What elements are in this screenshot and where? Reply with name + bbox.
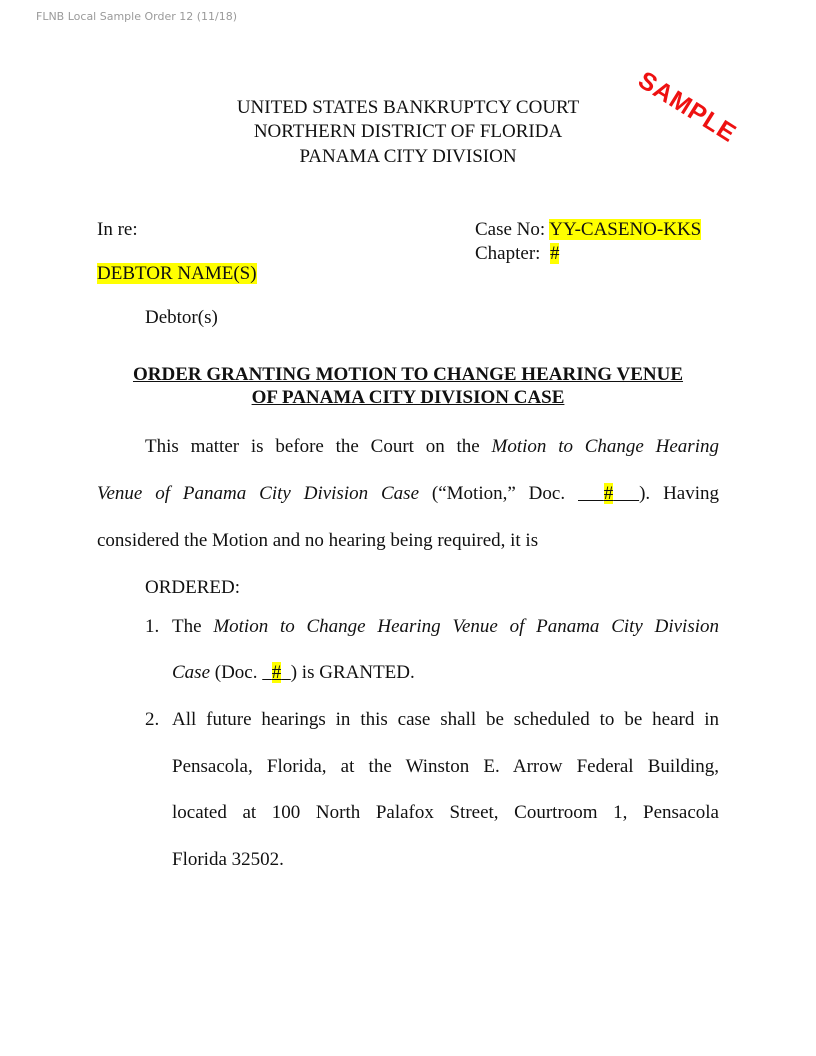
item-1-line-1 [172, 615, 719, 639]
motion-title: Case [172, 662, 210, 683]
doc-number-value: # [271, 662, 282, 683]
body-line-2 [97, 482, 719, 506]
chapter-value: # [549, 243, 560, 264]
text: ) is GRANTED. [290, 662, 415, 683]
text: (“Motion,” Doc. [419, 483, 578, 504]
in-re-label: In re: [97, 219, 138, 240]
order-title-line2: OF PANAMA CITY DIVISION CASE [251, 387, 565, 408]
text: (Doc. [210, 662, 263, 683]
doc-number [262, 662, 291, 683]
text: ). Having [639, 483, 719, 504]
doc-number-value: # [603, 483, 614, 504]
item-2-line-1: All future hearings in this case shall be scheduled to be heard in [172, 709, 719, 730]
debtor-label: Debtor(s) [145, 307, 218, 328]
chapter-label: Chapter: [475, 243, 541, 264]
debtor-name: DEBTOR NAME(S) [97, 263, 257, 284]
body-line-1 [145, 435, 719, 459]
chapter [475, 242, 559, 266]
doc-number [578, 483, 639, 504]
case-no-value: YY-CASENO-KKS [549, 219, 702, 240]
court-name: UNITED STATES BANKRUPTCY COURT [236, 97, 580, 118]
text: The [172, 616, 214, 637]
ordered-label: ORDERED: [145, 577, 240, 598]
item-1-number: 1. [145, 616, 160, 637]
case-number [475, 218, 701, 242]
court-district: NORTHERN DISTRICT OF FLORIDA [253, 121, 563, 142]
order-title-line1: ORDER GRANTING MOTION TO CHANGE HEARING VENUE [132, 364, 684, 385]
item-1-line-2 [172, 661, 415, 685]
form-id-header: FLNB Local Sample Order 12 (11/18) [36, 10, 238, 23]
case-no-label: Case No: [475, 219, 546, 240]
item-2-line-2: Pensacola, Florida, at the Winston E. Arrow Federal Building, [172, 756, 719, 777]
item-2-line-4: Florida 32502. [172, 849, 284, 870]
motion-title: Venue of Panama City Division Case [97, 483, 419, 504]
body-line-3: considered the Motion and no hearing being required, it is [97, 530, 539, 551]
item-2-number: 2. [145, 709, 160, 730]
sample-stamp: SAMPLE [633, 66, 742, 149]
text: This matter is before the Court on the [145, 436, 492, 457]
motion-title: Motion to Change Hearing [491, 436, 719, 457]
item-2-line-3: located at 100 North Palafox Street, Courtroom 1, Pensacola [172, 802, 719, 823]
court-division: PANAMA CITY DIVISION [299, 146, 517, 167]
motion-title: Motion to Change Hearing Venue of Panama City Division [213, 616, 719, 637]
